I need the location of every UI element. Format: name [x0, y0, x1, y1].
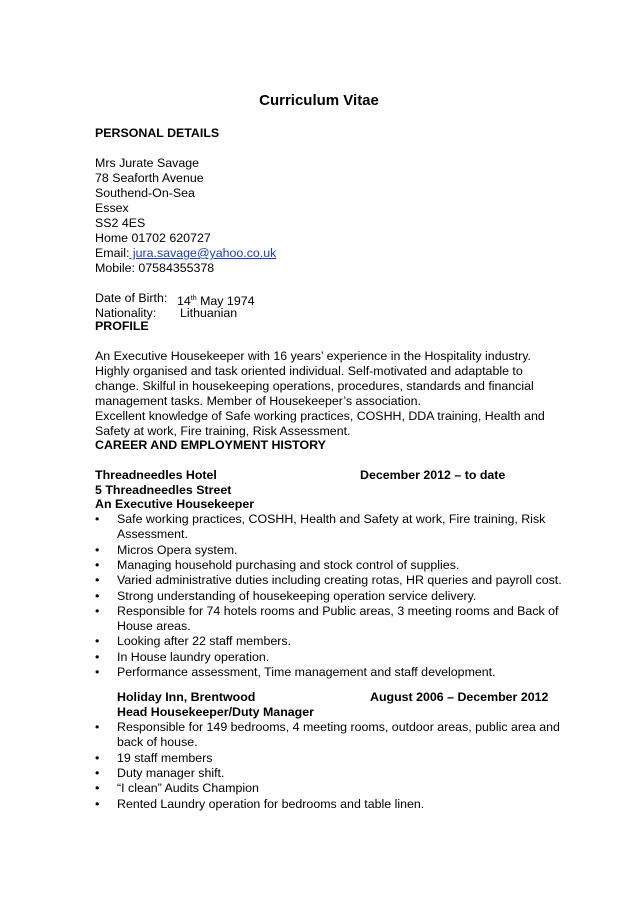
bullet-marker: •	[95, 557, 100, 572]
dob-day: 14	[177, 294, 191, 309]
address-line-3: Essex	[95, 201, 129, 215]
bullet-text: Managing household purchasing and stock control of supplies.	[117, 557, 460, 572]
address-line-1: 78 Seaforth Avenue	[95, 171, 204, 185]
profile-line: change. Skilful in housekeeping operations, procedures, standards and financial	[95, 379, 534, 393]
bullet-marker: •	[95, 765, 100, 780]
career-heading: CAREER AND EMPLOYMENT HISTORY	[95, 438, 326, 452]
name: Mrs Jurate Savage	[95, 156, 199, 170]
bullet-text: House areas.	[117, 619, 191, 634]
date-of-birth-label: Date of Birth:	[95, 291, 168, 305]
job2-employer: Holiday Inn, Brentwood	[117, 690, 256, 704]
bullet-text: Micros Opera system.	[117, 542, 238, 557]
bullet-text: Assessment.	[117, 527, 188, 542]
email-label: Email:	[95, 246, 130, 260]
email-line	[95, 246, 276, 261]
bullet-marker: •	[95, 634, 100, 649]
personal-details-heading: PERSONAL DETAILS	[95, 126, 220, 140]
bullet-text: Responsible for 74 hotels rooms and Public areas, 3 meeting rooms and Back of	[117, 603, 559, 618]
mobile-phone: Mobile: 07584355378	[95, 261, 215, 275]
bullet-text: Responsible for 149 bedrooms, 4 meeting rooms, outdoor areas, public area and	[117, 720, 560, 734]
bullet-text: Looking after 22 staff members.	[117, 634, 292, 649]
bullet-marker: •	[95, 649, 100, 664]
bullet-text: Varied administrative duties including creating rotas, HR queries and payroll cost.	[117, 573, 562, 588]
job2-role: Head Housekeeper/Duty Manager	[117, 705, 314, 719]
bullet-text: Rented Laundry operation for bedrooms and table linen.	[117, 796, 425, 811]
bullet-text: Strong understanding of housekeeping operation service delivery.	[117, 588, 477, 603]
bullet-text: “I clean” Audits Champion	[117, 781, 259, 796]
profile-heading: PROFILE	[95, 319, 149, 333]
job2-dates: August 2006 – December 2012	[370, 690, 549, 704]
bullet-text: Performance assessment, Time management and staff development.	[117, 665, 496, 679]
job1-dates: December 2012 – to date	[360, 468, 506, 482]
bullet-marker: •	[95, 720, 100, 734]
profile-line: Safety at work, Fire training, Risk Assessment.	[95, 424, 351, 438]
bullet-marker: •	[95, 796, 100, 811]
bullet-marker: •	[95, 781, 100, 796]
dob-suffix: th	[190, 295, 197, 302]
bullet-marker: •	[95, 665, 100, 679]
job1-address: 5 Threadneedles Street	[95, 483, 232, 497]
profile-line: An Executive Housekeeper with 16 years’ experience in the Hospitality industry.	[95, 349, 531, 363]
nationality-value: Lithuanian	[180, 306, 238, 320]
address-line-2: Southend-On-Sea	[95, 186, 195, 200]
profile-line: management tasks. Member of Housekeeper’s association.	[95, 394, 421, 408]
bullet-text: 19 staff members	[117, 750, 213, 765]
profile-line: Excellent knowledge of Safe working practices, COSHH, DDA training, Health and	[95, 409, 545, 423]
profile-line: Highly organised and task oriented individual. Self-motivated and adaptable to	[95, 364, 523, 378]
job1-employer: Threadneedles Hotel	[95, 468, 217, 482]
bullet-marker: •	[95, 603, 100, 618]
bullet-marker: •	[95, 588, 100, 603]
dob-rest: May 1974	[196, 294, 255, 309]
job1-role: An Executive Housekeeper	[95, 497, 255, 511]
bullet-text: In House laundry operation.	[117, 649, 270, 664]
bullet-text: back of house.	[117, 735, 198, 750]
document-title: Curriculum Vitae	[259, 92, 379, 109]
bullet-marker: •	[95, 542, 100, 557]
nationality-label: Nationality:	[95, 306, 157, 320]
bullet-marker: •	[95, 573, 100, 588]
bullet-text: Duty manager shift.	[117, 765, 225, 780]
bullet-marker: •	[95, 750, 100, 765]
email-link[interactable]: jura.savage@yahoo.co.uk	[129, 246, 277, 260]
bullet-text: Safe working practices, COSHH, Health and Safety at work, Fire training, Risk	[117, 512, 546, 526]
postcode: SS2 4ES	[95, 216, 146, 230]
home-phone: Home 01702 620727	[95, 231, 211, 245]
bullet-marker: •	[95, 512, 100, 526]
